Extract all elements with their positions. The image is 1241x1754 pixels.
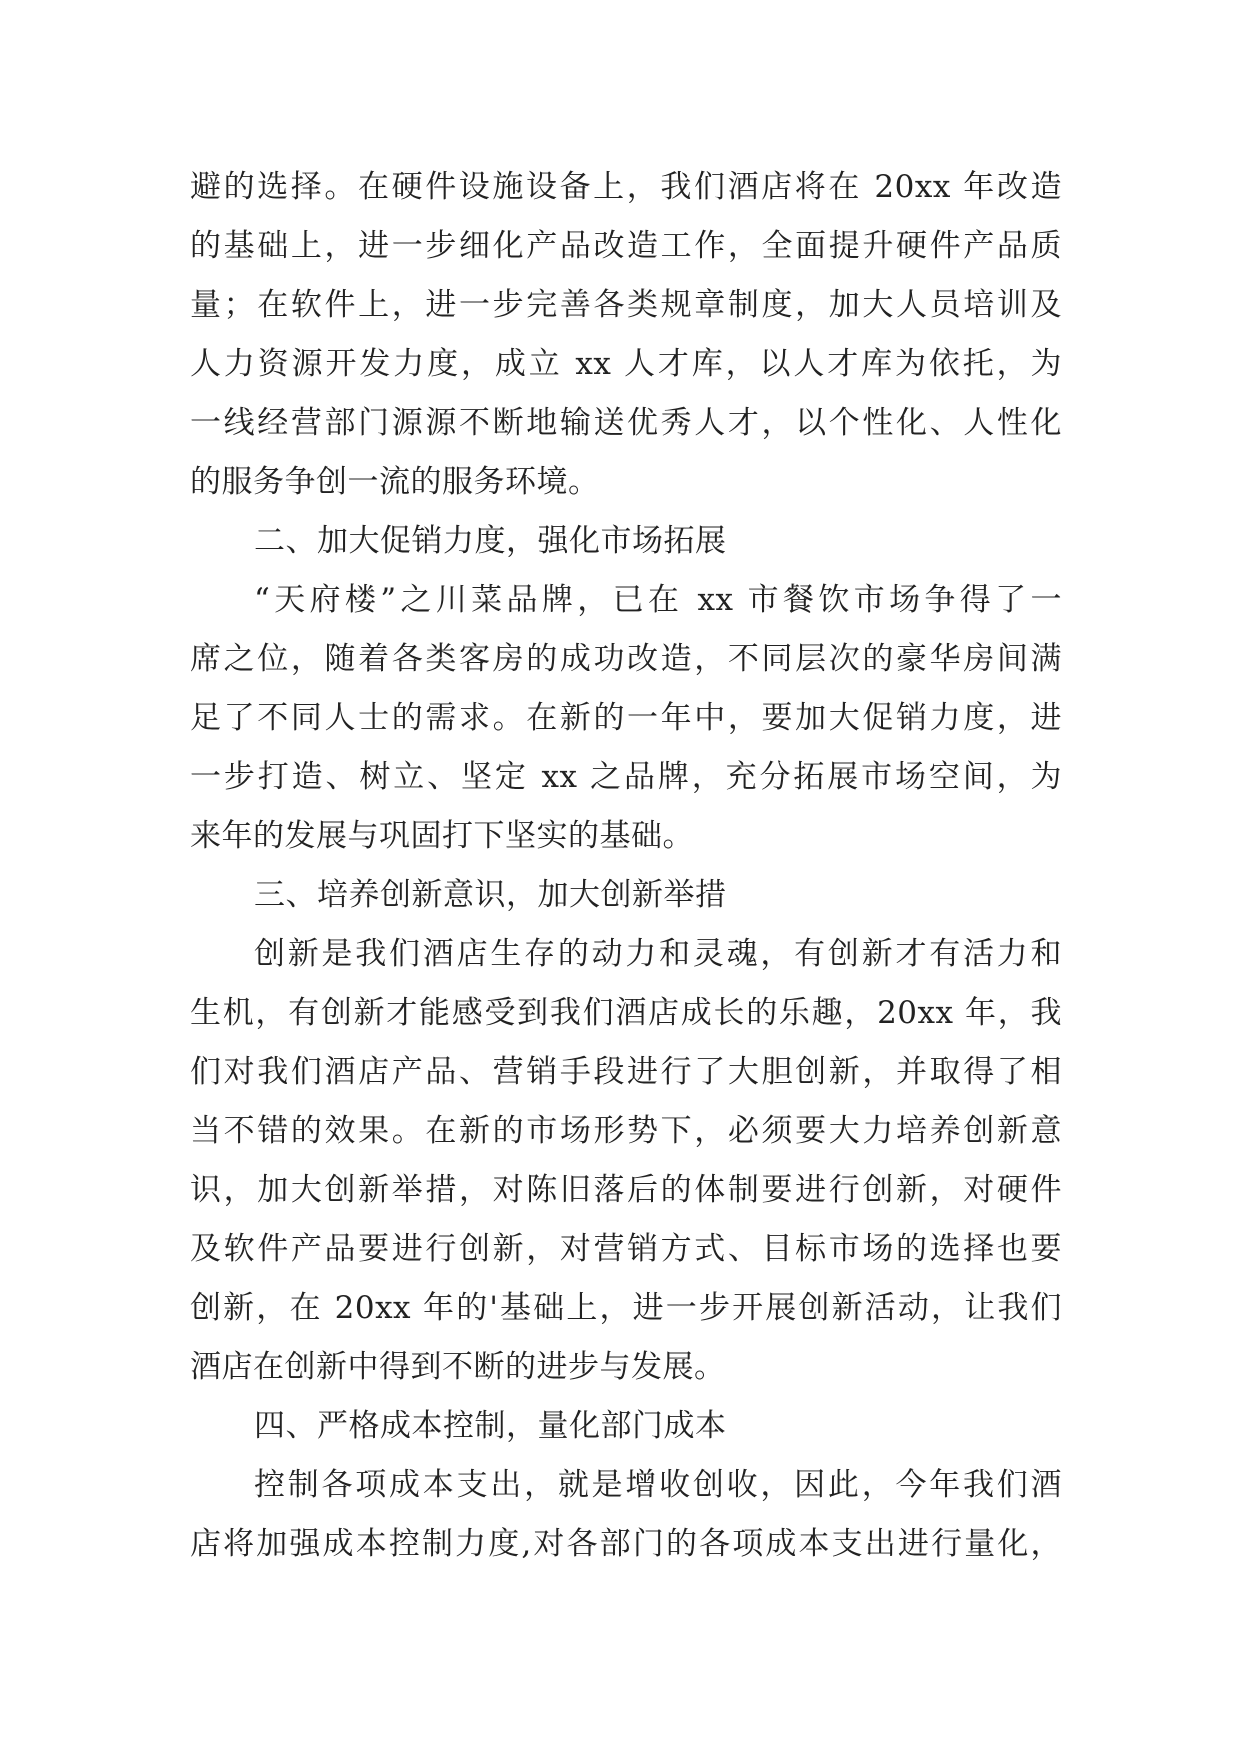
paragraph-line: 的基础上，进一步细化产品改造工作，全面提升硬件产品质 — [190, 228, 1062, 264]
paragraph-line: 一线经营部门源源不断地输送优秀人才，以个性化、人性化 — [190, 405, 1062, 441]
section-heading: 四、严格成本控制，量化部门成本 — [254, 1408, 727, 1444]
paragraph-line: 的服务争创一流的服务环境。 — [190, 464, 600, 500]
paragraph-line: 席之位，随着各类客房的成功改造，不同层次的豪华房间满 — [190, 641, 1062, 677]
paragraph-line: 创新，在 20xx 年的'基础上，进一步开展创新活动，让我们 — [190, 1290, 1062, 1326]
paragraph-line: 及软件产品要进行创新，对营销方式、目标市场的选择也要 — [190, 1231, 1062, 1267]
paragraph-line: 们对我们酒店产品、营销手段进行了大胆创新，并取得了相 — [190, 1054, 1062, 1090]
paragraph-line: 一步打造、树立、坚定 xx 之品牌，充分拓展市场空间，为 — [190, 759, 1062, 795]
paragraph-line: 控制各项成本支出，就是增收创收，因此，今年我们酒 — [254, 1467, 1062, 1503]
paragraph-line: 生机，有创新才能感受到我们酒店成长的乐趣，20xx 年，我 — [190, 995, 1062, 1031]
paragraph-line: 避的选择。在硬件设施设备上，我们酒店将在 20xx 年改造 — [190, 169, 1062, 205]
paragraph-line: 店将加强成本控制力度,对各部门的各项成本支出进行量化， — [190, 1526, 1062, 1562]
paragraph-line: 当不错的效果。在新的市场形势下，必须要大力培养创新意 — [190, 1113, 1062, 1149]
paragraph-line: 足了不同人士的需求。在新的一年中，要加大促销力度，进 — [190, 700, 1062, 736]
paragraph-line: 来年的发展与巩固打下坚实的基础。 — [190, 818, 694, 854]
paragraph-line: 人力资源开发力度，成立 xx 人才库，以人才库为依托，为 — [190, 346, 1062, 382]
paragraph-line: 创新是我们酒店生存的动力和灵魂，有创新才有活力和 — [254, 936, 1062, 972]
paragraph-line: 识，加大创新举措，对陈旧落后的体制要进行创新，对硬件 — [190, 1172, 1062, 1208]
paragraph-line: “天府楼”之川菜品牌，已在 xx 市餐饮市场争得了一 — [254, 582, 1062, 618]
document-body — [190, 158, 1062, 1574]
section-heading: 二、加大促销力度，强化市场拓展 — [254, 523, 727, 559]
paragraph-line: 量；在软件上，进一步完善各类规章制度，加大人员培训及 — [190, 287, 1062, 323]
section-heading: 三、培养创新意识，加大创新举措 — [254, 877, 727, 913]
paragraph-line: 酒店在创新中得到不断的进步与发展。 — [190, 1349, 726, 1385]
